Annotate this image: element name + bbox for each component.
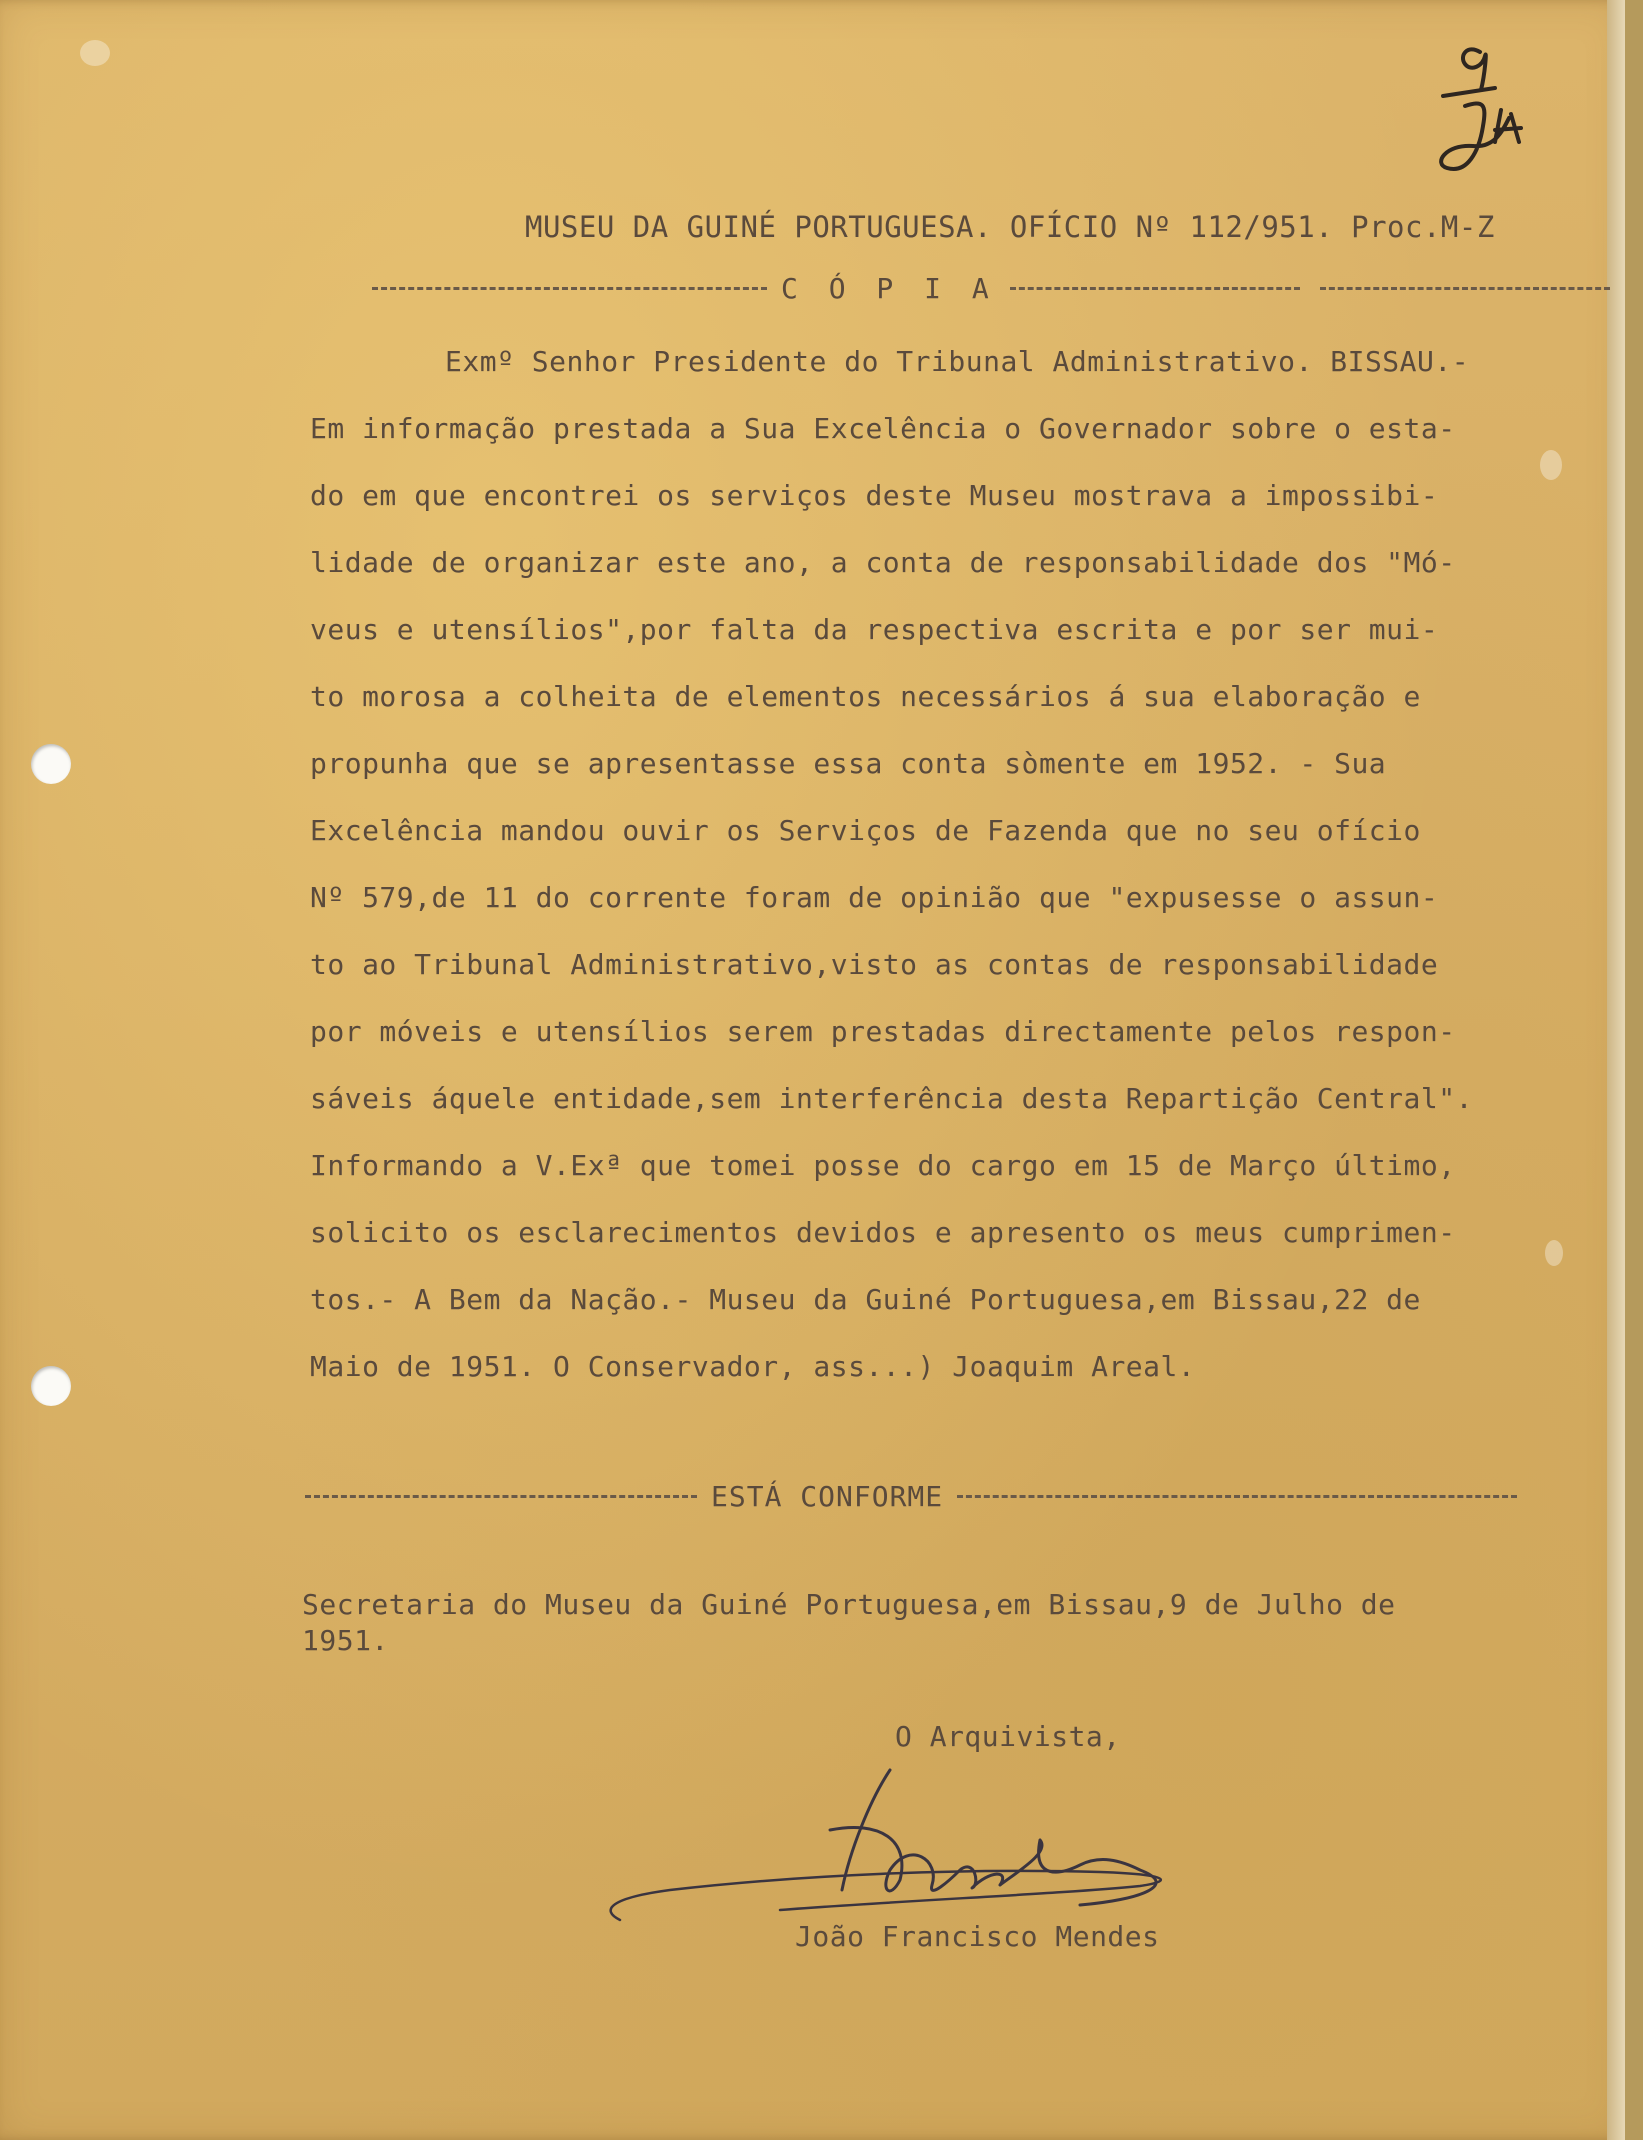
signatory-role: O Arquivista,	[895, 1720, 1121, 1753]
dashed-rule-left	[305, 1495, 697, 1498]
dashed-rule-right	[957, 1495, 1517, 1498]
punch-hole	[31, 744, 71, 784]
body-line: tos.- A Bem da Nação.- Museu da Guiné Portuguesa,em Bissau,22 de	[310, 1283, 1421, 1316]
paper-stain	[1540, 450, 1562, 480]
copy-label: C Ó P I A	[781, 272, 996, 305]
body-line: sáveis áquele entidade,sem interferência desta Repartição Central".	[310, 1082, 1473, 1115]
body-line: lidade de organizar este ano, a conta de responsabilidade dos "Mó-	[310, 546, 1456, 579]
body-line: Excelência mandou ouvir os Serviços de Fazenda que no seu ofício	[310, 814, 1421, 847]
body-line: do em que encontrei os serviços deste Museu mostrava a impossibi-	[310, 479, 1439, 512]
place-date-year: 1951.	[302, 1624, 389, 1657]
body-line: Informando a V.Exª que tomei posse do cargo em 15 de Março último,	[310, 1149, 1456, 1182]
document-header: MUSEU DA GUINÉ PORTUGUESA. OFÍCIO Nº 112/951. Proc.M-Z	[525, 210, 1495, 244]
handwritten-signature	[580, 1760, 1230, 1940]
certification-label: ESTÁ CONFORME	[711, 1480, 944, 1513]
punch-hole	[31, 1366, 71, 1406]
paper-stain	[80, 40, 110, 66]
folio-number-mark	[1425, 34, 1535, 184]
dashed-rule-left	[372, 287, 767, 290]
certification-rule	[305, 1480, 1517, 1513]
body-line: to ao Tribunal Administrativo,visto as contas de responsabilidade	[310, 948, 1439, 981]
body-line: por móveis e utensílios serem prestadas directamente pelos respon-	[310, 1015, 1456, 1048]
body-line: Maio de 1951. O Conservador, ass...) Joaquim Areal.	[310, 1350, 1196, 1383]
body-line: to morosa a colheita de elementos necessários á sua elaboração e	[310, 680, 1421, 713]
signatory-name: João Francisco Mendes	[795, 1920, 1160, 1953]
paper-stain	[1545, 1240, 1563, 1266]
body-line: Em informação prestada a Sua Excelência o Governador sobre o esta-	[310, 412, 1456, 445]
body-line: propunha que se apresentasse essa conta sòmente em 1952. - Sua	[310, 747, 1387, 780]
body-line: Nº 579,de 11 do corrente foram de opinião que "expusesse o assun-	[310, 881, 1439, 914]
copy-rule	[372, 272, 1610, 305]
place-date-line: Secretaria do Museu da Guiné Portuguesa,em Bissau,9 de Julho de	[302, 1588, 1396, 1621]
page-edge	[1607, 0, 1625, 2140]
dashed-rule-right	[1010, 287, 1300, 290]
salutation-line: Exmº Senhor Presidente do Tribunal Administrativo. BISSAU.-	[445, 345, 1470, 378]
body-line: veus e utensílios",por falta da respectiva escrita e por ser mui-	[310, 613, 1439, 646]
body-line: solicito os esclarecimentos devidos e apresento os meus cumprimen-	[310, 1216, 1456, 1249]
dashed-rule-right-2	[1320, 287, 1610, 290]
